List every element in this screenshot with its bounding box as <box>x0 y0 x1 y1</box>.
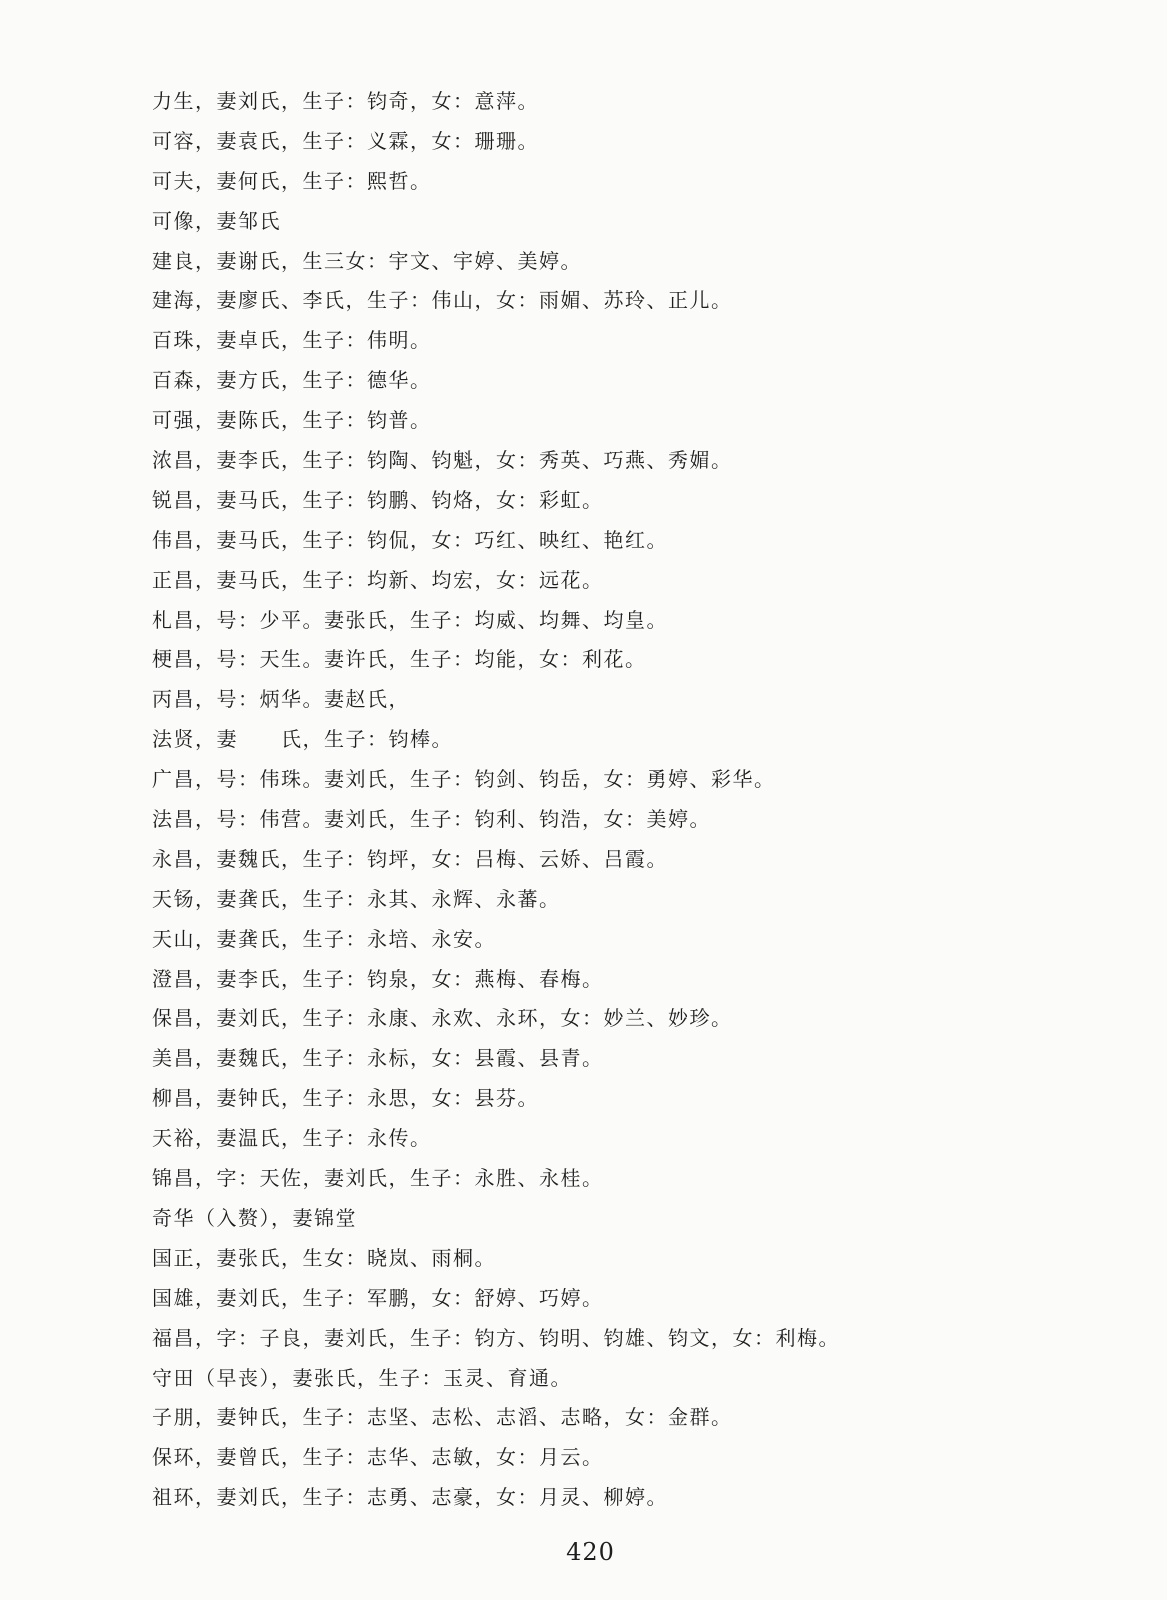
genealogy-entry: 保昌，妻刘氏，生子：永康、永欢、永环，女：妙兰、妙珍。 <box>152 1006 733 1031</box>
genealogy-entry: 百森，妻方氏，生子：德华。 <box>152 368 432 393</box>
genealogy-entry: 建海，妻廖氏、李氏，生子：伟山，女：雨媚、苏玲、正儿。 <box>152 288 733 313</box>
genealogy-entry: 建良，妻谢氏，生三女：宇文、宇婷、美婷。 <box>152 248 582 273</box>
genealogy-entry: 可强，妻陈氏，生子：钧普。 <box>152 408 432 433</box>
genealogy-entry: 可像，妻邹氏 <box>152 208 281 233</box>
genealogy-entry: 浓昌，妻李氏，生子：钧陶、钧魁，女：秀英、巧燕、秀媚。 <box>152 448 733 473</box>
genealogy-entry: 国雄，妻刘氏，生子：军鹏，女：舒婷、巧婷。 <box>152 1285 604 1310</box>
genealogy-entry: 锦昌，字：天佐，妻刘氏，生子：永胜、永桂。 <box>152 1166 604 1191</box>
genealogy-entry: 百珠，妻卓氏，生子：伟明。 <box>152 328 432 353</box>
genealogy-entry: 澄昌，妻李氏，生子：钧泉，女：燕梅、春梅。 <box>152 966 604 991</box>
genealogy-entry: 锐昌，妻马氏，生子：钧鹏、钧烙，女：彩虹。 <box>152 487 604 512</box>
genealogy-entry: 伟昌，妻马氏，生子：钧侃，女：巧红、映红、艳红。 <box>152 527 668 552</box>
genealogy-entry: 福昌，字：子良，妻刘氏，生子：钧方、钧明、钧雄、钧文，女：利梅。 <box>152 1325 840 1350</box>
genealogy-entry: 天裕，妻温氏，生子：永传。 <box>152 1126 432 1151</box>
genealogy-entry: 丙昌，号：炳华。妻赵氏， <box>152 687 410 712</box>
genealogy-entry: 正昌，妻马氏，生子：均新、均宏，女：远花。 <box>152 567 604 592</box>
genealogy-entry: 法贤，妻 氏，生子：钧棒。 <box>152 727 453 752</box>
genealogy-entry: 广昌，号：伟珠。妻刘氏，生子：钧剑、钧岳，女：勇婷、彩华。 <box>152 767 776 792</box>
genealogy-entry: 力生，妻刘氏，生子：钧奇，女：意萍。 <box>152 89 539 113</box>
genealogy-entry: 子朋，妻钟氏，生子：志坚、志松、志滔、志略，女：金群。 <box>152 1405 733 1430</box>
page-number: 420 <box>566 1538 615 1566</box>
genealogy-entry: 天钖，妻龚氏，生子：永其、永辉、永蕃。 <box>152 886 561 911</box>
genealogy-entry: 柳昌，妻钟氏，生子：永思，女：县芬。 <box>152 1086 539 1111</box>
genealogy-entry: 法昌，号：伟营。妻刘氏，生子：钧利、钧浩，女：美婷。 <box>152 807 711 832</box>
genealogy-entry: 永昌，妻魏氏，生子：钧坪，女：吕梅、云娇、吕霞。 <box>152 846 668 871</box>
genealogy-entry: 奇华（入赘），妻锦堂 <box>152 1205 357 1230</box>
genealogy-entry-list <box>152 82 1012 1518</box>
genealogy-entry: 守田（早丧），妻张氏，生子：玉灵、育通。 <box>152 1365 572 1390</box>
genealogy-entry: 美昌，妻魏氏，生子：永标，女：县霞、县青。 <box>152 1046 604 1071</box>
genealogy-entry: 祖环，妻刘氏，生子：志勇、志豪，女：月灵、柳婷。 <box>152 1485 668 1510</box>
genealogy-entry: 札昌，号：少平。妻张氏，生子：均威、均舞、均皇。 <box>152 607 668 632</box>
genealogy-entry: 可夫，妻何氏，生子：熙哲。 <box>152 168 432 193</box>
genealogy-entry: 梗昌，号：天生。妻许氏，生子：均能，女：利花。 <box>152 647 647 672</box>
genealogy-entry: 天山，妻龚氏，生子：永培、永安。 <box>152 926 496 951</box>
genealogy-entry: 可容，妻袁氏，生子：义霖，女：珊珊。 <box>152 128 539 153</box>
genealogy-entry: 国正，妻张氏，生女：晓岚、雨桐。 <box>152 1245 496 1270</box>
genealogy-entry: 保环，妻曾氏，生子：志华、志敏，女：月云。 <box>152 1445 604 1470</box>
